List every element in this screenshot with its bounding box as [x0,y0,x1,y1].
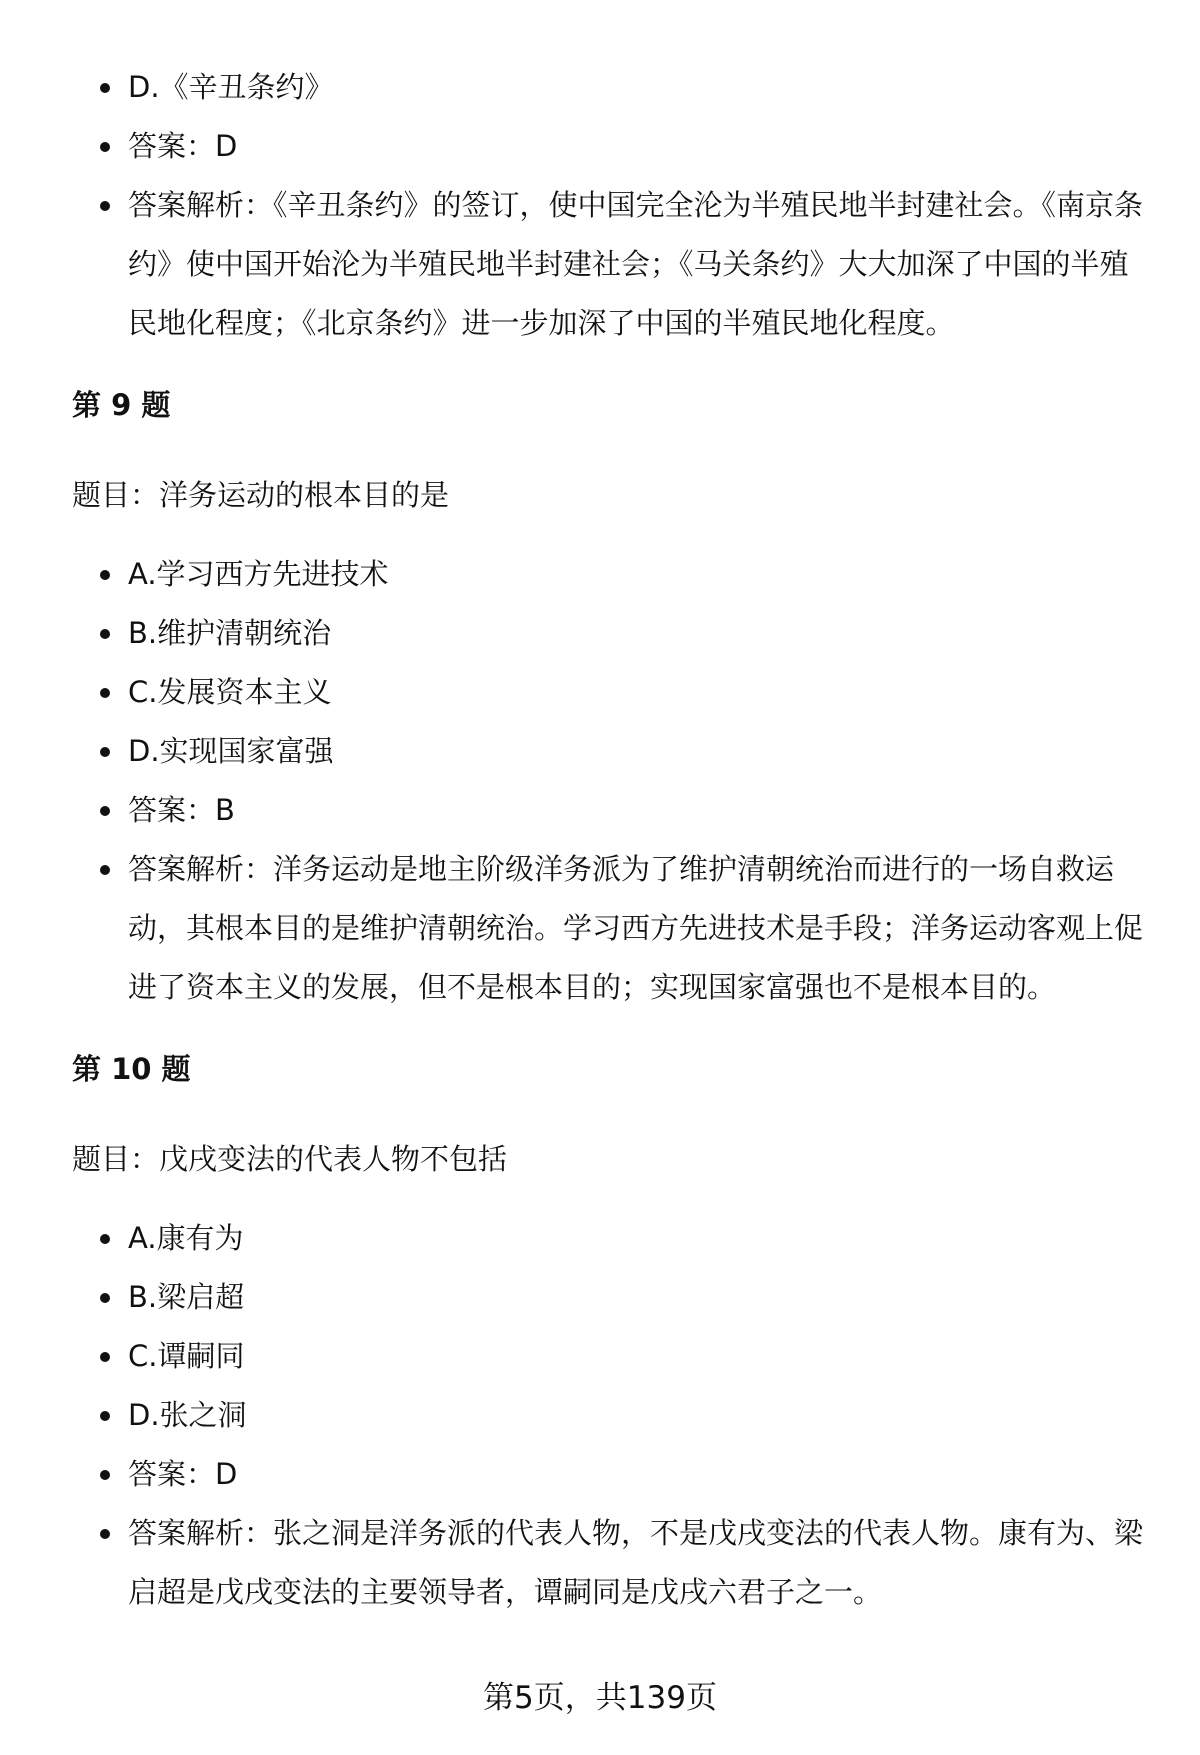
list-item: A.康有为 [72,1209,1152,1268]
list-item: B.维护清朝统治 [72,604,1152,663]
list-item: 答案：D [72,117,1152,176]
list-item: D.张之洞 [72,1386,1152,1445]
question-heading: 第 10 题 [72,1052,191,1086]
list-item: 答案解析：张之洞是洋务派的代表人物，不是戊戌变法的代表人物。康有为、梁启超是戊戌变法的主要领导者，谭嗣同是戊戌六君子之一。 [72,1504,1152,1622]
page-content [72,58,1152,1622]
list-item: D.实现国家富强 [72,722,1152,781]
list-item: 答案：D [72,1445,1152,1504]
list-item: 答案解析：《辛丑条约》的签订，使中国完全沦为半殖民地半封建社会。《南京条约》使中国开始沦为半殖民地半封建社会；《马关条约》大大加深了中国的半殖民地化程度；《北京条约》进一步加深了中国的半殖民地化程度。 [72,176,1152,353]
question-text: 题目：戊戌变法的代表人物不包括 [72,1142,508,1176]
list-item: A.学习西方先进技术 [72,545,1152,604]
list-item: C.谭嗣同 [72,1327,1152,1386]
list-item: 答案解析：洋务运动是地主阶级洋务派为了维护清朝统治而进行的一场自救运动，其根本目的是维护清朝统治。学习西方先进技术是手段；洋务运动客观上促进了资本主义的发展，但不是根本目的；实现国家富强也不是根本目的。 [72,840,1152,1017]
list-item: D.《辛丑条约》 [72,58,1152,117]
list-item: B.梁启超 [72,1268,1152,1327]
q8-tail-list [72,58,1152,353]
question-heading: 第 9 题 [72,388,171,422]
q9-options-list [72,545,1152,1017]
page-number-footer: 第5页，共139页 [483,1680,717,1716]
list-item: 答案：B [72,781,1152,840]
list-item: C.发展资本主义 [72,663,1152,722]
q10-options-list [72,1209,1152,1622]
question-text: 题目：洋务运动的根本目的是 [72,478,450,512]
